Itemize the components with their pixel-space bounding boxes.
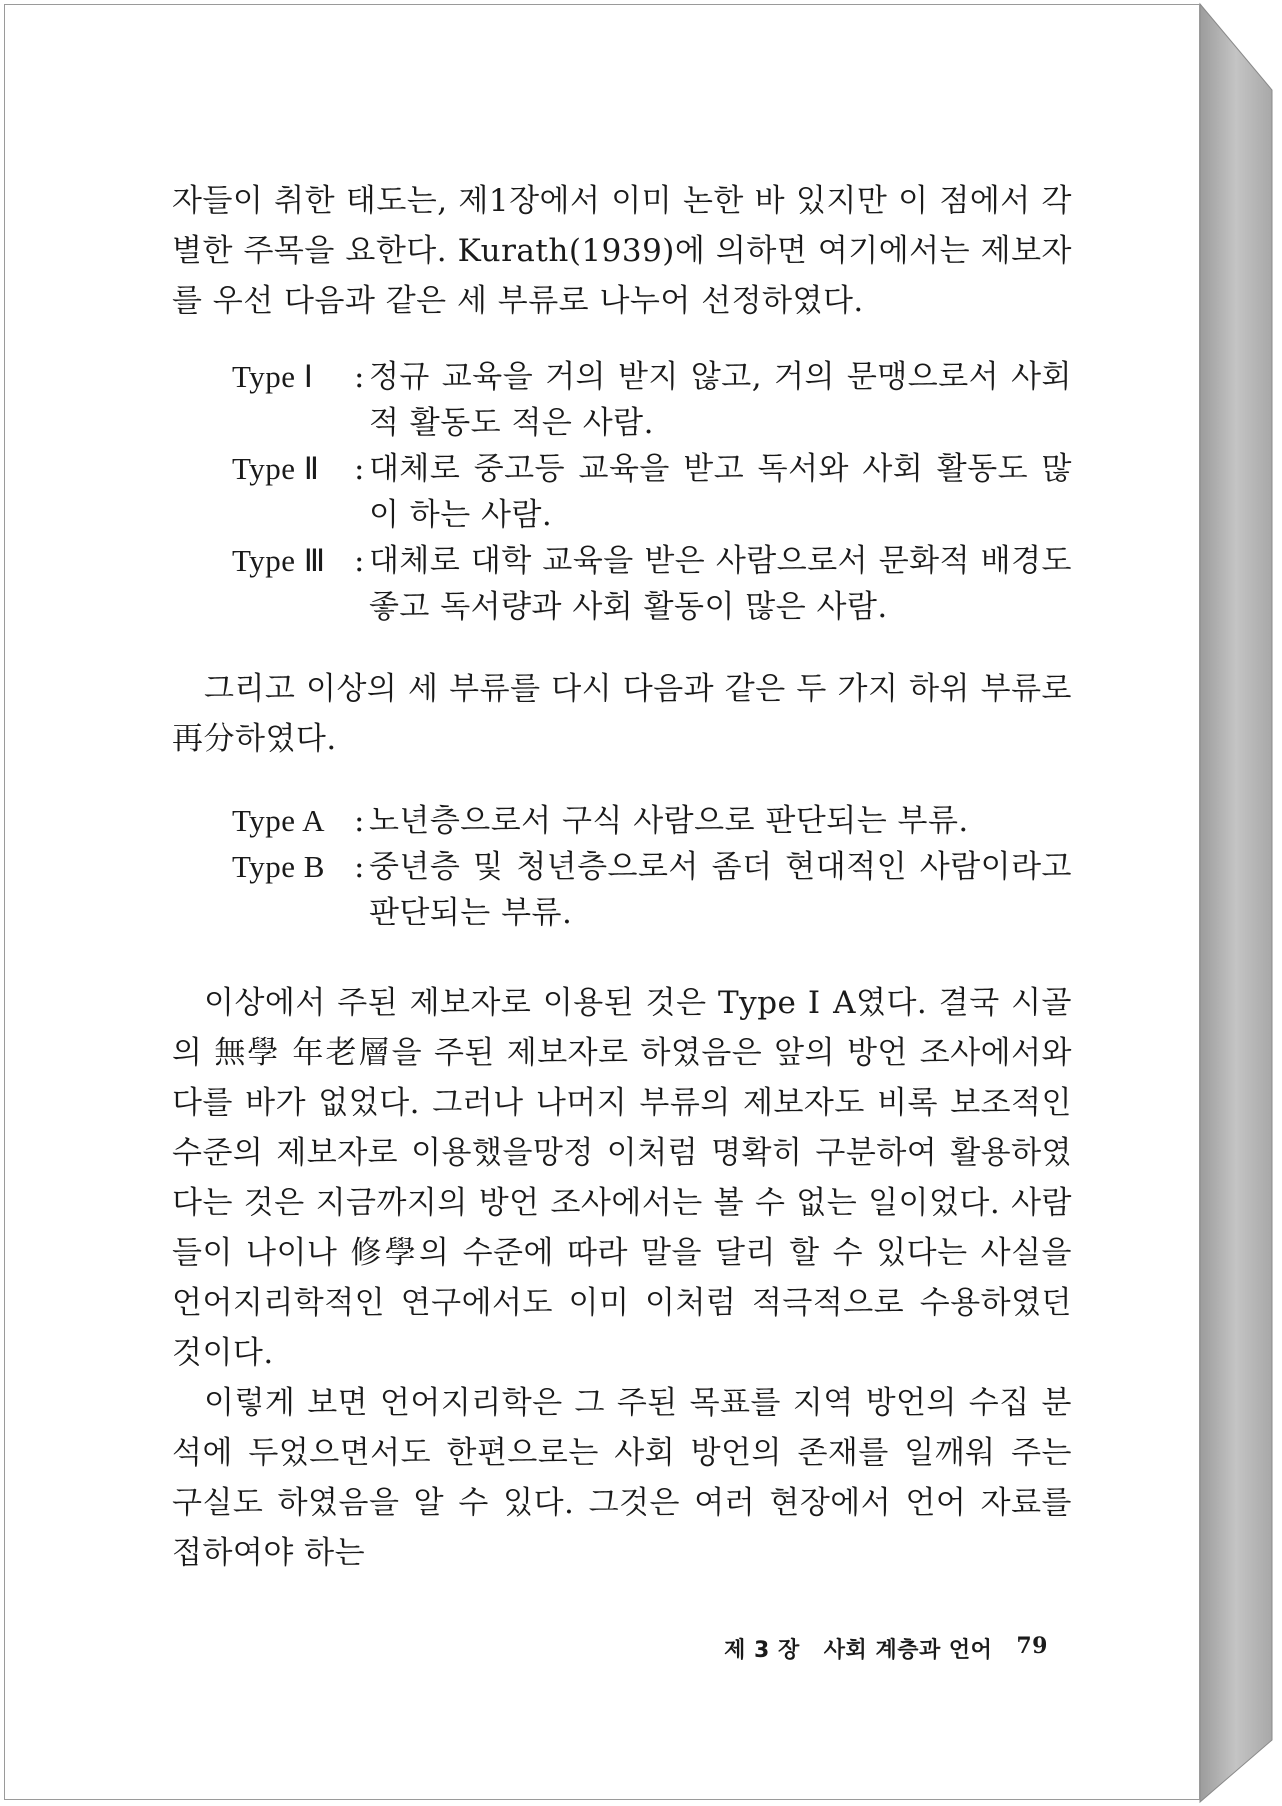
type-roman-list	[172, 354, 1072, 630]
separator: :	[354, 543, 365, 579]
paragraph-2: 그리고 이상의 세 부류를 다시 다음과 같은 두 가지 하위 부류로 再分하였다.	[172, 671, 1072, 757]
page-footer	[708, 1633, 1048, 1664]
page-body	[172, 176, 1072, 1578]
type-term: Type B	[232, 849, 325, 884]
type-description: 정규 교육을 거의 받지 않고, 거의 문맹으로서 사회적 활동도 적은 사람.	[368, 359, 1072, 441]
type-definition-item	[232, 538, 1072, 630]
type-definition-item	[232, 446, 1072, 538]
type-description: 대체로 중고등 교육을 받고 독서와 사회 활동도 많이 하는 사람.	[368, 451, 1072, 533]
type-term: Type Ⅲ	[232, 543, 326, 578]
type-term: Type A	[232, 803, 325, 838]
page-number: 79	[1016, 1633, 1048, 1659]
type-ab-list	[172, 798, 1072, 936]
footer-title: 사회 계층과 언어	[823, 1638, 993, 1663]
type-term: Type Ⅰ	[232, 359, 314, 394]
type-description: 대체로 대학 교육을 받은 사람으로서 문화적 배경도 좋고 독서량과 사회 활동이 많은 사람.	[368, 543, 1072, 625]
type-definition-item	[232, 798, 1072, 844]
separator: :	[354, 849, 365, 885]
type-description: 노년층으로서 구식 사람으로 판단되는 부류.	[368, 803, 969, 839]
paragraph-1: 자들이 취한 태도는, 제1장에서 이미 논한 바 있지만 이 점에서 각별한 주목을 요한다. Kurath(1939)에 의하면 여기에서는 제보자를 우선 다음과 같은 세 부류로 나누어 선정하였다.	[172, 183, 1072, 319]
type-term: Type Ⅱ	[232, 451, 320, 486]
separator: :	[354, 359, 365, 395]
type-definition-item	[232, 354, 1072, 446]
paragraph-3: 이상에서 주된 제보자로 이용된 것은 Type Ⅰ A였다. 결국 시골의 無學 年老層을 주된 제보자로 하였음은 앞의 방언 조사에서와 다를 바가 없었다. 그러나 나머지 부류의 제보자도 비록 보조적인 수준의 제보자로 이용했을망정 이처럼 명확히 구분하여 활용하였다는 것은 지금까지의 방언 조사에서는 볼 수 없는 일이었다. 사람들이 나이나 修學의 수준에 따라 말을 달리 할 수 있다는 사실을 언어지리학적인 연구에서도 이미 이처럼 적극적으로 수용하였던 것이다.	[172, 985, 1072, 1371]
separator: :	[354, 803, 365, 839]
footer-chapter: 제 3 장	[724, 1638, 800, 1663]
paragraph-4: 이렇게 보면 언어지리학은 그 주된 목표를 지역 방언의 수집 분석에 두었으면서도 한편으로는 사회 방언의 존재를 일깨워 주는 구실도 하였음을 알 수 있다. 그것은 여러 현장에서 언어 자료를 접하여야 하는	[172, 1385, 1072, 1571]
separator: :	[354, 451, 365, 487]
type-definition-item	[232, 844, 1072, 936]
type-description: 중년층 및 청년층으로서 좀더 현대적인 사람이라고 판단되는 부류.	[368, 849, 1072, 931]
